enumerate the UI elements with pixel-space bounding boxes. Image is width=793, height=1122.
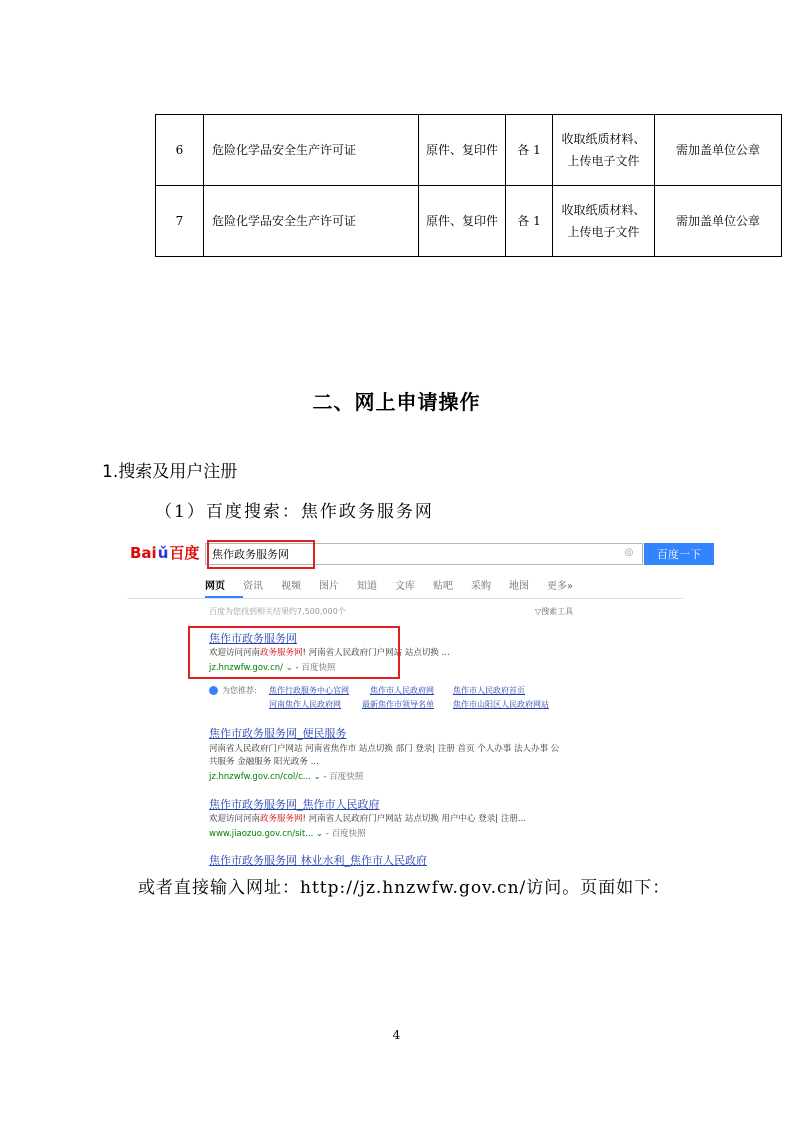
recommend-icon [209, 686, 218, 695]
recommend-link[interactable]: 焦作行政服务中心官网 [269, 686, 349, 695]
material-method [553, 115, 655, 186]
search-button[interactable]: 百度一下 [644, 543, 714, 565]
recommend-link[interactable]: 河南焦作人民政府网 [269, 700, 341, 709]
tab-web[interactable]: 网页 [205, 581, 225, 592]
tab-video[interactable]: 视频 [281, 581, 301, 592]
result-url: www.jiaozuo.gov.cn/sit... ⌄ - 百度快照 [209, 829, 366, 839]
tab-news[interactable]: 资讯 [243, 581, 263, 592]
highlight-box [207, 540, 315, 569]
desc-text: 欢迎访问河南 [209, 648, 261, 658]
result-desc [209, 813, 526, 826]
snapshot-link[interactable]: 百度快照 [301, 663, 336, 673]
result-title[interactable]: 焦作市政务服务网_焦作市人民政府 [209, 798, 380, 811]
document-count: 各 1 [506, 115, 553, 186]
document-name: 危险化学品安全生产许可证 [204, 186, 419, 257]
document-note: 需加盖单位公章 [655, 186, 782, 257]
search-tools-label: 搜索工具 [541, 607, 574, 616]
divider [127, 598, 683, 599]
tab-caigou[interactable]: 采购 [471, 581, 491, 592]
result-title[interactable]: 焦作市政务服务网 林业水利_焦作市人民政府 [209, 854, 427, 867]
material-method [553, 186, 655, 257]
row-number: 6 [156, 115, 204, 186]
document-form: 原件、复印件 [419, 186, 506, 257]
result-title[interactable]: 焦作市政务服务网 [209, 632, 297, 645]
logo-text: Bai [130, 543, 157, 562]
material-line: 收取纸质材料、 [561, 203, 646, 217]
row-number: 7 [156, 186, 204, 257]
desc-text: 欢迎访问河南 [209, 814, 261, 824]
tab-tieba[interactable]: 贴吧 [433, 581, 453, 592]
step-direct-url: 或者直接输入网址：http://jz.hnzwfw.gov.cn/访问。页面如下： [138, 878, 671, 898]
snapshot-link[interactable]: 百度快照 [331, 829, 366, 839]
highlight-box [188, 626, 400, 679]
desc-text: ! 河南省人民政府门户网站 站点切换 ... [302, 648, 450, 658]
url-text[interactable]: jz.hnzwfw.gov.cn/ [209, 663, 284, 673]
tab-wenku[interactable]: 文库 [395, 581, 415, 592]
subsection-title: 1.搜索及用户注册 [102, 462, 238, 482]
table-row [156, 115, 782, 186]
url-text[interactable]: jz.hnzwfw.gov.cn/col/c... [209, 772, 311, 782]
paw-icon: ǔ [157, 543, 169, 562]
desc-highlight: 政务服务网 [260, 814, 303, 824]
logo-text: 百度 [169, 544, 200, 562]
recommend-label [209, 685, 257, 696]
result-url: jz.hnzwfw.gov.cn/ ⌄ - 百度快照 [209, 663, 336, 673]
document-form: 原件、复印件 [419, 115, 506, 186]
recommend-text: 为您推荐: [222, 686, 257, 695]
recommend-link[interactable]: 焦作市人民政府网 [370, 686, 434, 695]
snapshot-link[interactable]: 百度快照 [329, 772, 364, 782]
camera-icon[interactable]: ◎ [624, 547, 634, 558]
document-note: 需加盖单位公章 [655, 115, 782, 186]
result-url: jz.hnzwfw.gov.cn/col/c... ⌄ - 百度快照 [209, 772, 364, 782]
recommend-link[interactable]: 焦作市山阳区人民政府网站 [453, 700, 549, 709]
tab-map[interactable]: 地图 [509, 581, 529, 592]
result-title[interactable]: 焦作市政务服务网_便民服务 [209, 727, 347, 740]
tab-image[interactable]: 图片 [319, 581, 339, 592]
materials-table [155, 114, 782, 257]
material-line: 上传电子文件 [567, 154, 640, 168]
filter-icon: ▽ [535, 607, 542, 616]
table-row [156, 186, 782, 257]
baidu-screenshot [127, 534, 701, 867]
material-line: 收取纸质材料、 [561, 132, 646, 146]
result-count: 百度为您找到相关结果约7,500,000个 [209, 607, 346, 616]
section-title: 二、网上申请操作 [312, 390, 481, 414]
document-count: 各 1 [506, 186, 553, 257]
tab-zhidao[interactable]: 知道 [357, 581, 377, 592]
desc-highlight: 政务服务网 [260, 648, 303, 658]
recommend-link[interactable]: 最新焦作市领导名单 [362, 700, 434, 709]
search-tools[interactable] [535, 606, 573, 617]
desc-text: ! 河南省人民政府门户网站 站点切换 用户中心 登录| 注册... [302, 814, 526, 824]
tab-more[interactable]: 更多» [547, 581, 574, 592]
page-number: 4 [392, 1028, 401, 1042]
material-line: 上传电子文件 [567, 225, 640, 239]
result-desc: 共服务 金融服务 阳光政务 ... [209, 757, 319, 767]
search-tabs [205, 577, 591, 592]
url-text[interactable]: www.jiaozuo.gov.cn/sit... [209, 829, 314, 839]
document-name: 危险化学品安全生产许可证 [204, 115, 419, 186]
step-baidu-search: （1）百度搜索：焦作政务服务网 [155, 502, 434, 522]
recommend-link[interactable]: 焦作市人民政府首页 [453, 686, 525, 695]
result-desc: 河南省人民政府门户网站 河南省焦作市 站点切换 部门 登录| 注册 首页 个人办事 法人办事 公 [209, 744, 560, 754]
baidu-logo [130, 542, 199, 563]
